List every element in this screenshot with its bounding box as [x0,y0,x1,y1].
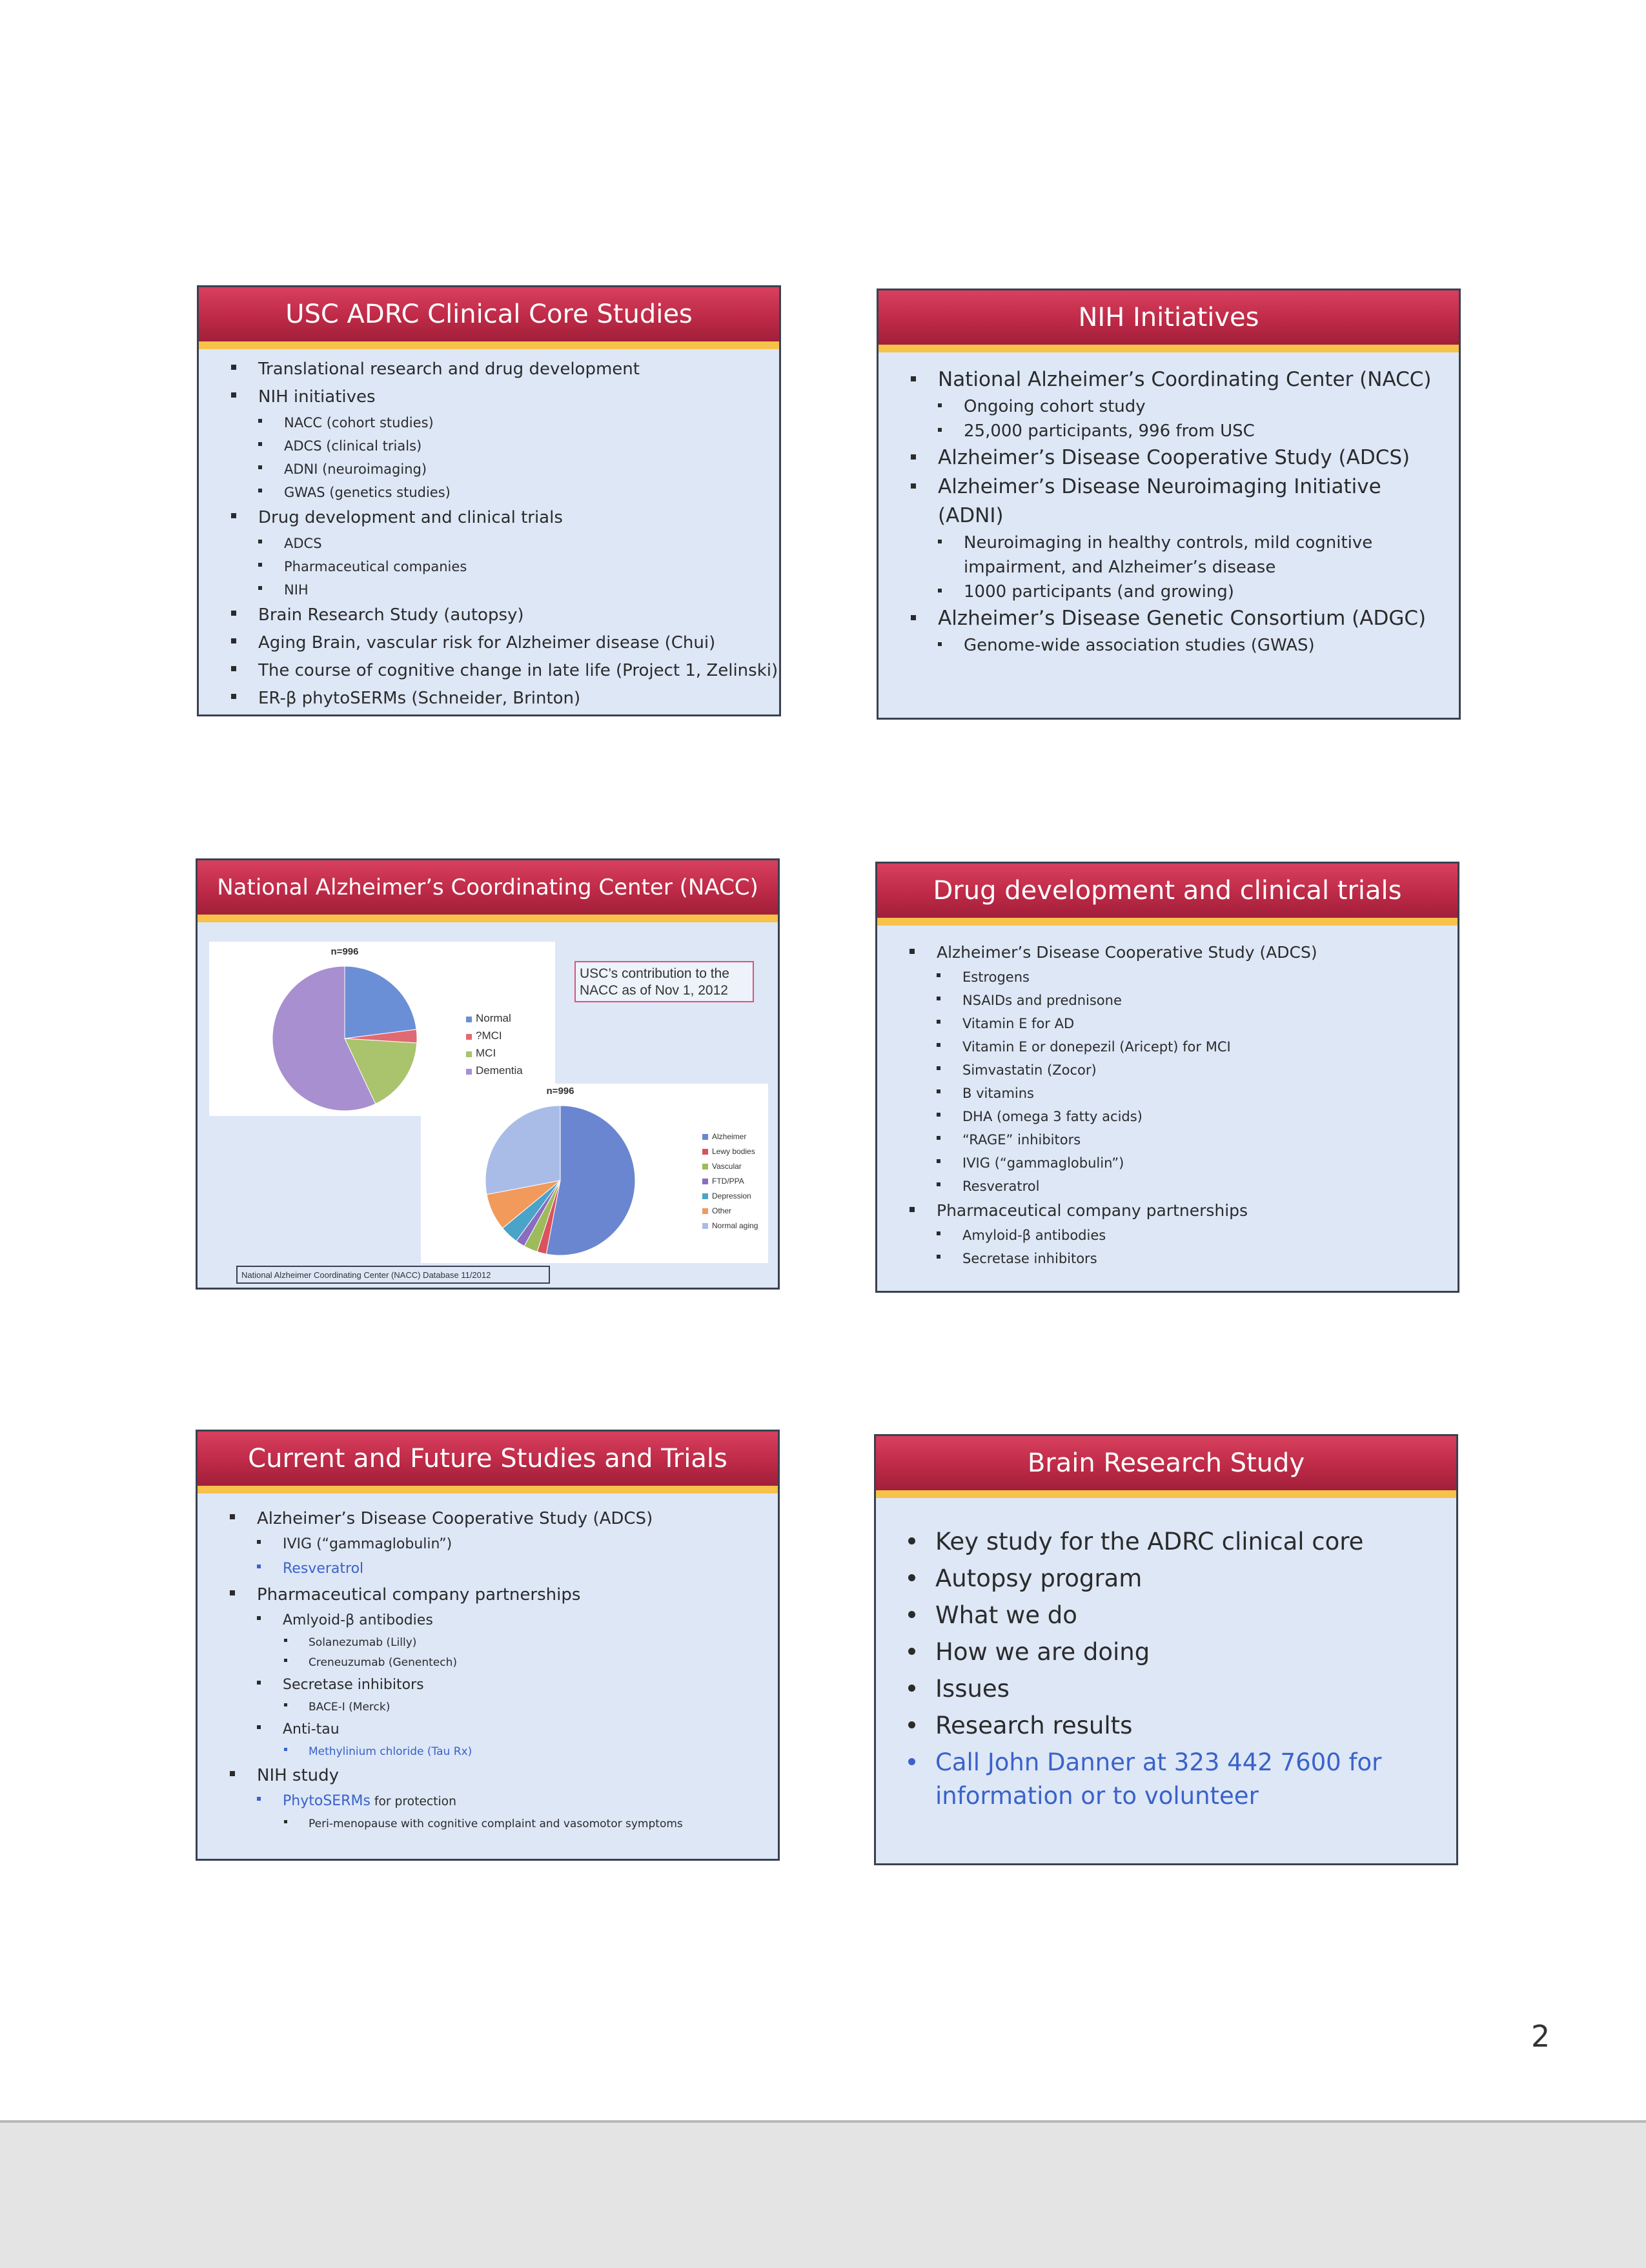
bullet-item [903,1224,1432,1247]
bullet-text: Resveratrol [283,1561,364,1577]
bullet-text: Call John Danner at 323 442 7600 for [935,1748,1382,1776]
bullet-item [223,1505,752,1532]
bullet-text: Key study for the ADRC clinical core [935,1528,1364,1555]
legend-label: Alzheimer [712,1132,747,1141]
pie-slice-normal [345,966,416,1038]
slide-bullets [199,349,779,713]
bullet-text: NIH initiatives [258,387,376,407]
bullet-text: GWAS (genetics studies) [284,485,451,500]
bullet-text: Drug development and clinical trials [258,508,563,527]
bullet-item [903,1128,1432,1151]
bullet-item [223,1742,752,1762]
bullet-item [223,1762,752,1789]
bullet-item [223,1814,752,1834]
bullet-item [902,1672,1430,1706]
legend-swatch [466,1034,472,1040]
bullet-item [225,411,753,434]
bullet-text: Vitamin E for AD [962,1016,1075,1031]
legend-swatch [466,1017,472,1022]
note-text: USC’s contribution to the NACC as of Nov 1, 2012 [580,966,729,998]
bullet-text: ADCS (clinical trials) [284,438,422,454]
bullet-item [225,657,778,685]
bullet-text: National Alzheimer’s Coordinating Center (NACC) [938,368,1432,391]
slide-title: NIH Initiatives [879,290,1459,352]
bullet-item [904,604,1433,633]
bullet-item [223,1673,752,1697]
bullet-text: NACC (cohort studies) [284,415,434,430]
legend-swatch [702,1193,708,1199]
bullet-item [903,989,1432,1012]
bullet-text: The course of cognitive change in late life (Project 1, Zelinski) [258,661,778,680]
bullet-item [225,578,753,602]
bullet-text: Solanezumab (Lilly) [309,1636,417,1649]
bullet-item [902,1635,1430,1669]
bullet-item [904,580,1433,604]
bullet-item [223,1697,752,1717]
bullet-item [902,1709,1430,1743]
slide-bullets [877,926,1458,1270]
bullet-item [903,1175,1432,1198]
slide-nacc-charts [196,858,780,1290]
bullet-text: Secretase inhibitors [962,1251,1097,1266]
source-text: National Alzheimer Coordinating Center (NACC) Database 11/2012 [241,1270,491,1280]
bullet-text: Autopsy program [935,1564,1143,1592]
bullet-item [904,394,1433,419]
slide-drug-development [875,862,1459,1293]
bullet-text: Pharmaceutical companies [284,559,467,574]
bullet-text: IVIG (“gammaglobulin”) [283,1536,452,1552]
bullet-item [223,1717,752,1742]
bullet-item [904,419,1433,443]
legend-swatch [466,1069,472,1075]
bullet-text: ADCS [284,536,322,551]
bullet-text: Peri-menopause with cognitive complaint and vasomotor symptoms [309,1817,683,1830]
bullet-item [903,1058,1432,1082]
bullet-item [904,633,1433,658]
bullet-item [225,481,753,504]
bullet-text: information or to volunteer [935,1782,1259,1810]
bullet-item [904,472,1433,501]
bullet-text: Aging Brain, vascular risk for Alzheimer disease (Chui) [258,633,716,653]
legend-swatch [702,1134,708,1140]
pie-title: n=996 [546,1086,574,1097]
bullet-item [225,434,753,458]
bullet-text: Creneuzumab (Genentech) [309,1656,457,1669]
bullet-text: Ongoing cohort study [964,397,1146,416]
note-box [574,961,754,1002]
bullet-item [225,629,753,657]
bullet-item [223,1633,752,1653]
bullet-item [902,1562,1430,1595]
slide-bullets [879,352,1459,658]
slide-nih-initiatives [877,289,1461,720]
bullet-text: PhytoSERMs [283,1793,371,1809]
bullet-item [223,1557,752,1581]
bullet-text: ER-β phytoSERMs (Schneider, Brinton) [258,689,581,708]
bullet-text: Estrogens [962,969,1030,985]
bullet-text: Brain Research Study (autopsy) [258,605,524,625]
bullet-text: What we do [935,1601,1077,1629]
bullet-text: Pharmaceutical company partnerships [257,1585,581,1605]
bullet-item [902,1746,1430,1779]
legend-swatch [466,1051,472,1057]
bullet-text: Methylinium chloride (Tau Rx) [309,1745,472,1758]
legend-label: Normal [476,1012,511,1024]
scan-footer-strip [0,2120,1646,2268]
pie-chart-etiology [421,1084,768,1263]
bullet-text: NIH [284,582,309,598]
legend-label: Normal aging [712,1221,758,1230]
source-box [236,1266,550,1284]
slide-future-studies [196,1430,780,1861]
bullet-text: NIH study [257,1766,340,1785]
bullet-item [903,1035,1432,1058]
slide-brain-research-study [874,1434,1458,1865]
bullet-text: impairment, and Alzheimer’s disease [964,558,1276,577]
bullet-item [225,504,753,532]
bullet-text: Alzheimer’s Disease Cooperative Study (ADCS) [937,943,1317,962]
bullet-text: Anti-tau [283,1721,340,1737]
bullet-text: NSAIDs and prednisone [962,993,1122,1008]
bullet-text: Simvastatin (Zocor) [962,1062,1097,1078]
bullet-text: Pharmaceutical company partnerships [937,1201,1248,1220]
bullet-item [903,1012,1432,1035]
bullet-text: Translational research and drug development [258,359,640,379]
bullet-text: Alzheimer’s Disease Neuroimaging Initiative [938,475,1381,498]
bullet-item [903,966,1432,989]
chart-etiology [421,1084,768,1263]
bullet-item [903,1151,1432,1175]
bullet-text: IVIG (“gammaglobulin”) [962,1155,1124,1171]
bullet-item [225,532,753,555]
legend-label: Other [712,1206,732,1215]
bullet-text: BACE-I (Merck) [309,1701,391,1714]
slide-title: Brain Research Study [876,1436,1456,1498]
slide-title: USC ADRC Clinical Core Studies [199,287,779,349]
bullet-text: ADNI (neuroimaging) [284,461,427,477]
bullet-item [225,555,753,578]
bullet-item [223,1653,752,1673]
pie-slice-normal-aging [485,1106,560,1195]
legend-label: MCI [476,1047,496,1059]
bullet-text: Issues [935,1675,1010,1703]
bullet-item [904,531,1433,555]
bullet-text: Resveratrol [962,1179,1040,1194]
legend-label: Depression [712,1191,751,1200]
bullet-item [904,501,1433,531]
bullet-text: Neuroimaging in healthy controls, mild cognitive [964,533,1373,552]
legend-label: Vascular [712,1162,742,1171]
bullet-text: 25,000 participants, 996 from USC [964,421,1255,441]
bullet-text: Alzheimer’s Disease Genetic Consortium (ADGC) [938,607,1427,630]
bullet-item [902,1525,1430,1559]
bullet-item [904,555,1433,580]
pie-title: n=996 [330,946,359,957]
bullet-item [904,365,1433,394]
bullet-item [223,1581,752,1608]
legend-swatch [702,1223,708,1229]
bullet-text: How we are doing [935,1638,1150,1666]
bullet-text: 1000 participants (and growing) [964,582,1234,602]
bullet-text: Alzheimer’s Disease Cooperative Study (ADCS) [257,1509,653,1528]
bullet-text: Amyloid-β antibodies [962,1228,1106,1243]
bullet-text: “RAGE” inhibitors [962,1132,1081,1148]
legend-label: Dementia [476,1064,523,1077]
slide-title: Current and Future Studies and Trials [198,1432,778,1493]
bullet-item [902,1779,1430,1813]
slide-bullets [876,1498,1456,1813]
bullet-item [902,1599,1430,1632]
bullet-item [225,356,753,383]
legend-swatch [702,1208,708,1214]
bullet-item [223,1789,752,1814]
legend-swatch [702,1179,708,1184]
bullet-text: Alzheimer’s Disease Cooperative Study (ADCS) [938,446,1410,469]
bullet-text: DHA (omega 3 fatty acids) [962,1109,1143,1124]
bullet-item [223,1532,752,1557]
bullet-text: Amlyoid-β antibodies [283,1612,433,1628]
slide-adrc-clinical-core [197,285,781,716]
bullet-item [225,383,753,411]
bullet-text: (ADNI) [938,504,1004,527]
bullet-item [903,1247,1432,1270]
slide-bullets [198,1493,778,1834]
legend-swatch [702,1149,708,1155]
bullet-text: Secretase inhibitors [283,1677,424,1693]
bullet-text: Vitamin E or donepezil (Aricept) for MCI [962,1039,1231,1055]
bullet-suffix: for protection [370,1795,456,1808]
page-number: 2 [1531,2019,1550,2054]
legend-label: ?MCI [476,1029,502,1042]
legend-swatch [702,1164,708,1169]
bullet-item [903,940,1432,966]
bullet-item [903,1082,1432,1105]
bullet-text: Genome-wide association studies (GWAS) [964,636,1315,655]
bullet-item [903,1105,1432,1128]
bullet-item [225,602,753,629]
bullet-text: B vitamins [962,1086,1034,1101]
bullet-item [904,443,1433,472]
bullet-item [225,458,753,481]
slide-title: National Alzheimer’s Coordinating Center (NACC) [198,860,778,922]
bullet-text: Research results [935,1712,1133,1739]
bullet-item [903,1198,1432,1224]
bullet-item [225,685,753,713]
legend-label: Lewy bodies [712,1147,755,1156]
slide-title: Drug development and clinical trials [877,864,1458,926]
bullet-item [223,1608,752,1633]
legend-label: FTD/PPA [712,1177,744,1186]
